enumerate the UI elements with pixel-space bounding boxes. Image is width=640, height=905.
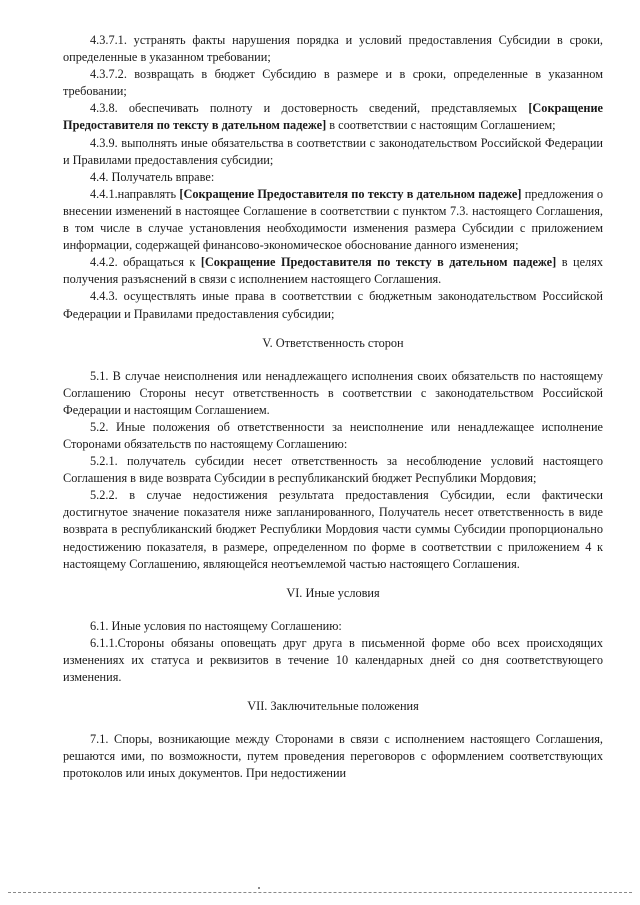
text-run: 4.3.7.2. возвращать в бюджет Субсидию в размере и в сроки, определенные в указанном требовании; [63, 67, 603, 99]
paragraph [63, 731, 603, 782]
text-run: 6.1.1.Стороны обязаны оповещать друг друга в письменной форме обо всех происходящих изменениях их статуса и реквизитов в течение 10 календарных дней со дня соответствующего изменения. [63, 635, 603, 684]
text-run: 4.4.3. осуществлять иные права в соответствии с бюджетным законодательством Российской Федерации и Правилами предоставления субсидии; [63, 289, 603, 321]
spacer [63, 573, 603, 585]
paragraph [63, 368, 603, 419]
page-bottom-rule [8, 892, 632, 893]
paragraph [63, 254, 603, 288]
text-run: 4.4. Получатель вправе: [90, 169, 215, 184]
text-run: 7.1. Споры, возникающие между Сторонами в связи с исполнением настоящего Соглашения, решаются ими, по возможности, путем проведения переговоров с оформлением соответствующих протоколов или иных документов. При недостижении [63, 732, 603, 781]
paragraph [63, 100, 603, 134]
spacer [63, 686, 603, 698]
placeholder-field: [Сокращение Предоставителя по тексту в дательном падеже] [63, 101, 603, 133]
paragraph [63, 487, 603, 572]
paragraph [63, 618, 603, 635]
placeholder-field: [Сокращение Предоставителя по тексту в дательном падеже] [179, 186, 522, 201]
paragraph [63, 288, 603, 322]
text-run: VI. Иные условия [286, 585, 380, 600]
paragraph [63, 186, 603, 254]
text-run: 5.2.1. получатель субсидии несет ответственность за несоблюдение условий настоящего Соглашения в виде возврата Субсидии в республиканский бюджет Республики Мордовия; [63, 454, 603, 486]
text-run: предложения о внесении изменений в настоящее Соглашение в соответствии с пунктом 7.3. настоящего Соглашения, в том числе в случае установления необходимости изменения размера Субсидии с приложением информации, содержащей финансово-экономическое обоснование данного изменения; [63, 186, 604, 253]
section-heading [63, 698, 603, 715]
text-run: 4.3.9. выполнять иные обязательства в соответствии с законодательством Российской Федерации и Правилами предоставления субсидии; [63, 135, 603, 167]
text-run: 5.2. Иные положения об ответственности за неисполнение или ненадлежащее исполнение Сторонами обязательств по настоящему Соглашению: [63, 419, 603, 451]
paragraph [63, 135, 603, 169]
text-run: VII. Заключительные положения [247, 699, 419, 714]
paragraph [63, 453, 603, 487]
paragraph [63, 169, 603, 186]
text-run: 4.3.8. обеспечивать полноту и достоверность сведений, представляемых [90, 101, 529, 116]
spacer [63, 323, 603, 335]
placeholder-field: [Сокращение Предоставителя по тексту в дательном падеже] [200, 255, 557, 270]
page-mark [258, 887, 260, 889]
text-run: в целях получения разъяснений в связи с исполнением настоящего Соглашения. [63, 255, 603, 287]
paragraph [63, 419, 603, 453]
document-body [63, 32, 603, 782]
text-run: 6.1. Иные условия по настоящему Соглашению: [90, 618, 342, 633]
text-run: в соответствии с настоящим Соглашением; [326, 118, 556, 133]
section-heading [63, 335, 603, 352]
text-run: V. Ответственность сторон [262, 335, 404, 350]
text-run: 4.3.7.1. устранять факты нарушения порядка и условий предоставления Субсидии в сроки, определенные в указанном требовании; [63, 33, 603, 65]
text-run: 4.4.1.направлять [90, 186, 180, 201]
paragraph [63, 635, 603, 686]
section-heading [63, 585, 603, 602]
text-run: 5.2.2. в случае недостижения результата предоставления Субсидии, если фактически достигнутое значение показателя ниже запланированного, Получатель несет ответственность в виде возврата в республиканский бюджет Республики Мордовия части суммы Субсидии пропорционально недостижению показателя, в размере, определенном по форме в соответствии с приложением 4 к настоящему Соглашению, являющейся неотъемлемой частью настоящего Соглашения. [63, 488, 603, 571]
spacer [63, 352, 603, 368]
text-run: 5.1. В случае неисполнения или ненадлежащего исполнения своих обязательств по настоящему Соглашению Стороны несут ответственность в соответствии с законодательством Российской Федерации и настоящим Соглашением. [63, 368, 603, 417]
paragraph [63, 66, 603, 100]
spacer [63, 602, 603, 618]
paragraph [63, 32, 603, 66]
text-run: 4.4.2. обращаться к [90, 255, 201, 270]
spacer [63, 715, 603, 731]
